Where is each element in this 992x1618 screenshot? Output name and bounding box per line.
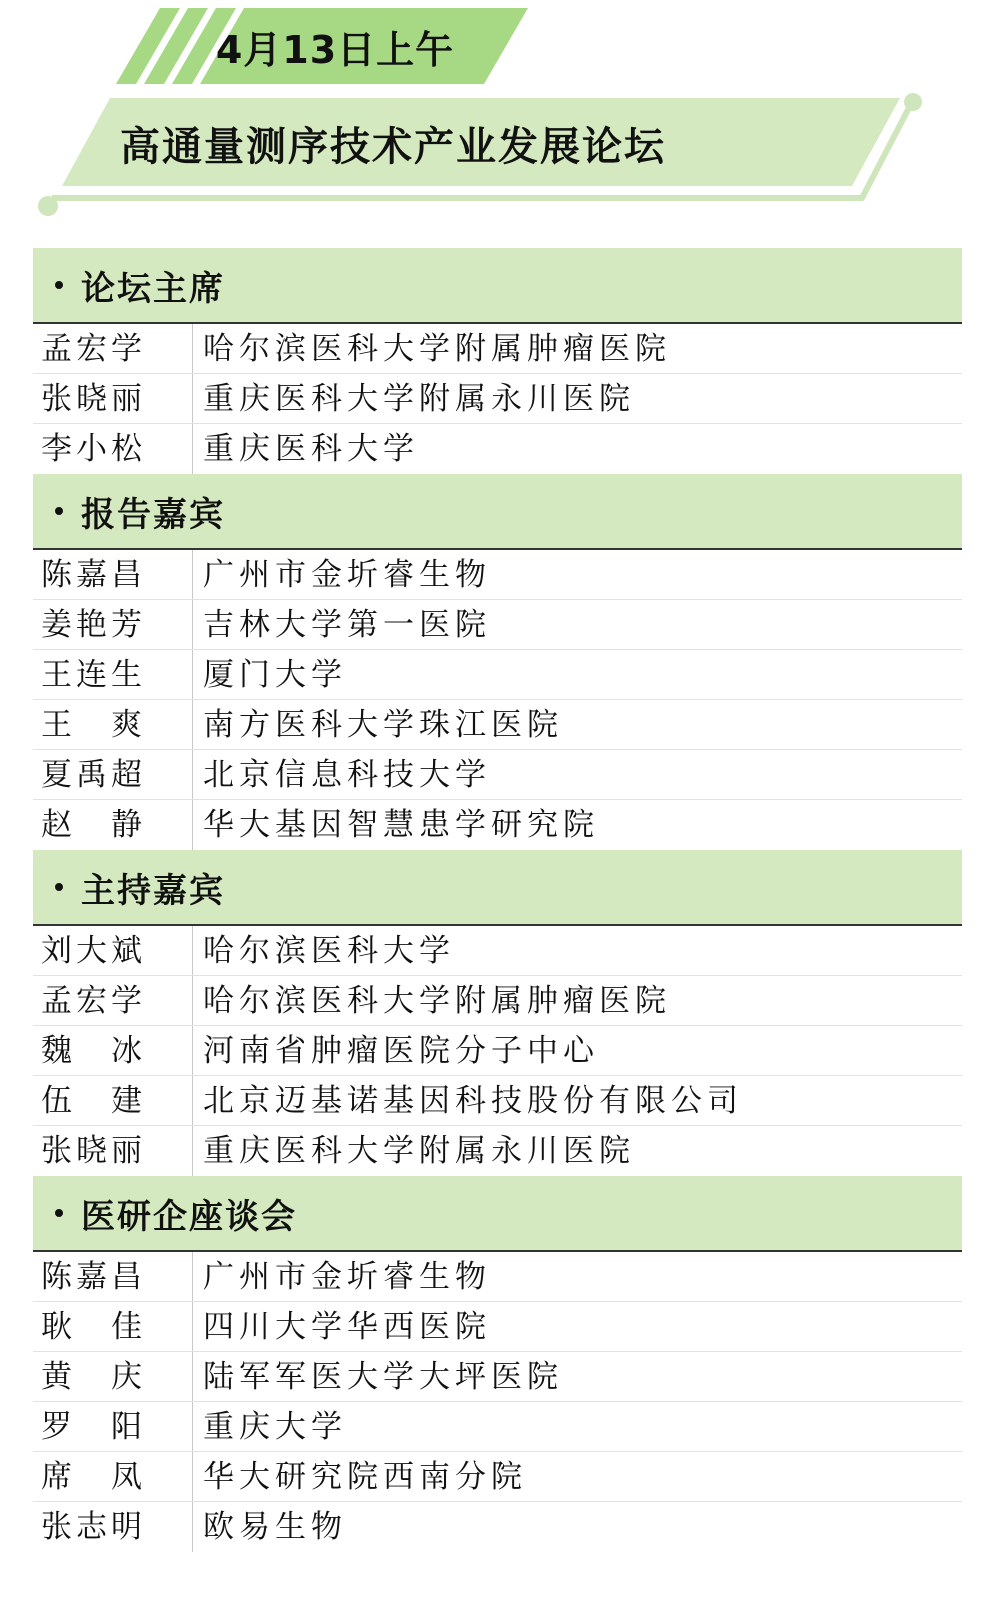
table-row xyxy=(33,1402,962,1452)
table-row xyxy=(33,1352,962,1402)
section-header xyxy=(33,248,962,324)
person-name: 刘大斌 xyxy=(33,926,193,975)
header-banner xyxy=(0,0,992,240)
organization-name: 北京信息科技大学 xyxy=(203,756,491,793)
table-row xyxy=(33,1026,962,1076)
table-row xyxy=(33,926,962,976)
bullet-icon xyxy=(55,883,63,891)
organization-name: 哈尔滨医科大学 xyxy=(203,932,455,969)
section-title: 医研企座谈会 xyxy=(81,1196,297,1237)
organization-name: 哈尔滨医科大学附属肿瘤医院 xyxy=(203,330,671,367)
person-name: 黄 庆 xyxy=(33,1352,193,1401)
person-name: 耿 佳 xyxy=(33,1302,193,1351)
table-row xyxy=(33,800,962,850)
table-row xyxy=(33,1502,962,1552)
person-name: 夏禹超 xyxy=(33,750,193,799)
organization-name: 四川大学华西医院 xyxy=(203,1308,491,1345)
person-name: 陈嘉昌 xyxy=(33,550,193,599)
bullet-icon xyxy=(55,281,63,289)
person-name: 李小松 xyxy=(33,424,193,474)
organization-name: 吉林大学第一医院 xyxy=(203,606,491,643)
person-name: 王 爽 xyxy=(33,700,193,749)
organization-name: 厦门大学 xyxy=(203,656,347,693)
forum-title: 高通量测序技术产业发展论坛 xyxy=(120,124,666,170)
person-name: 伍 建 xyxy=(33,1076,193,1125)
organization-name: 陆军军医大学大坪医院 xyxy=(203,1358,563,1395)
organization-name: 重庆医科大学 xyxy=(203,431,419,467)
date-label: 4月13日上午 xyxy=(215,28,455,72)
person-name: 张晓丽 xyxy=(33,374,193,423)
bullet-icon xyxy=(55,507,63,515)
participant-table xyxy=(33,248,962,1552)
table-row xyxy=(33,1452,962,1502)
table-row xyxy=(33,976,962,1026)
organization-name: 重庆医科大学附属永川医院 xyxy=(203,1133,635,1169)
table-row xyxy=(33,550,962,600)
table-row xyxy=(33,424,962,474)
table-row xyxy=(33,324,962,374)
organization-name: 北京迈基诺基因科技股份有限公司 xyxy=(203,1082,743,1119)
person-name: 张志明 xyxy=(33,1502,193,1552)
organization-name: 重庆大学 xyxy=(203,1408,347,1445)
person-name: 王连生 xyxy=(33,650,193,699)
table-row xyxy=(33,600,962,650)
connector-dot xyxy=(904,93,922,111)
person-name: 孟宏学 xyxy=(33,976,193,1025)
section-title: 报告嘉宾 xyxy=(81,494,225,535)
organization-name: 南方医科大学珠江医院 xyxy=(203,706,563,743)
section-title: 论坛主席 xyxy=(81,268,225,309)
table-row xyxy=(33,1126,962,1176)
person-name: 张晓丽 xyxy=(33,1126,193,1176)
section-header xyxy=(33,850,962,926)
organization-name: 华大研究院西南分院 xyxy=(203,1458,527,1495)
organization-name: 重庆医科大学附属永川医院 xyxy=(203,380,635,417)
table-row xyxy=(33,1076,962,1126)
organization-name: 哈尔滨医科大学附属肿瘤医院 xyxy=(203,982,671,1019)
organization-name: 广州市金圻睿生物 xyxy=(203,556,491,593)
organization-name: 华大基因智慧患学研究院 xyxy=(203,807,599,843)
person-name: 魏 冰 xyxy=(33,1026,193,1075)
person-name: 罗 阳 xyxy=(33,1402,193,1451)
table-row xyxy=(33,374,962,424)
section-title: 主持嘉宾 xyxy=(81,870,225,911)
table-row xyxy=(33,650,962,700)
person-name: 赵 静 xyxy=(33,800,193,850)
section-header xyxy=(33,1176,962,1252)
bullet-icon xyxy=(55,1209,63,1217)
table-row xyxy=(33,700,962,750)
organization-name: 欧易生物 xyxy=(203,1509,347,1545)
person-name: 孟宏学 xyxy=(33,324,193,373)
organization-name: 广州市金圻睿生物 xyxy=(203,1258,491,1295)
person-name: 陈嘉昌 xyxy=(33,1252,193,1301)
table-row xyxy=(33,1302,962,1352)
table-row xyxy=(33,1252,962,1302)
person-name: 姜艳芳 xyxy=(33,600,193,649)
organization-name: 河南省肿瘤医院分子中心 xyxy=(203,1032,599,1069)
person-name: 席 凤 xyxy=(33,1452,193,1501)
table-row xyxy=(33,750,962,800)
section-header xyxy=(33,474,962,550)
